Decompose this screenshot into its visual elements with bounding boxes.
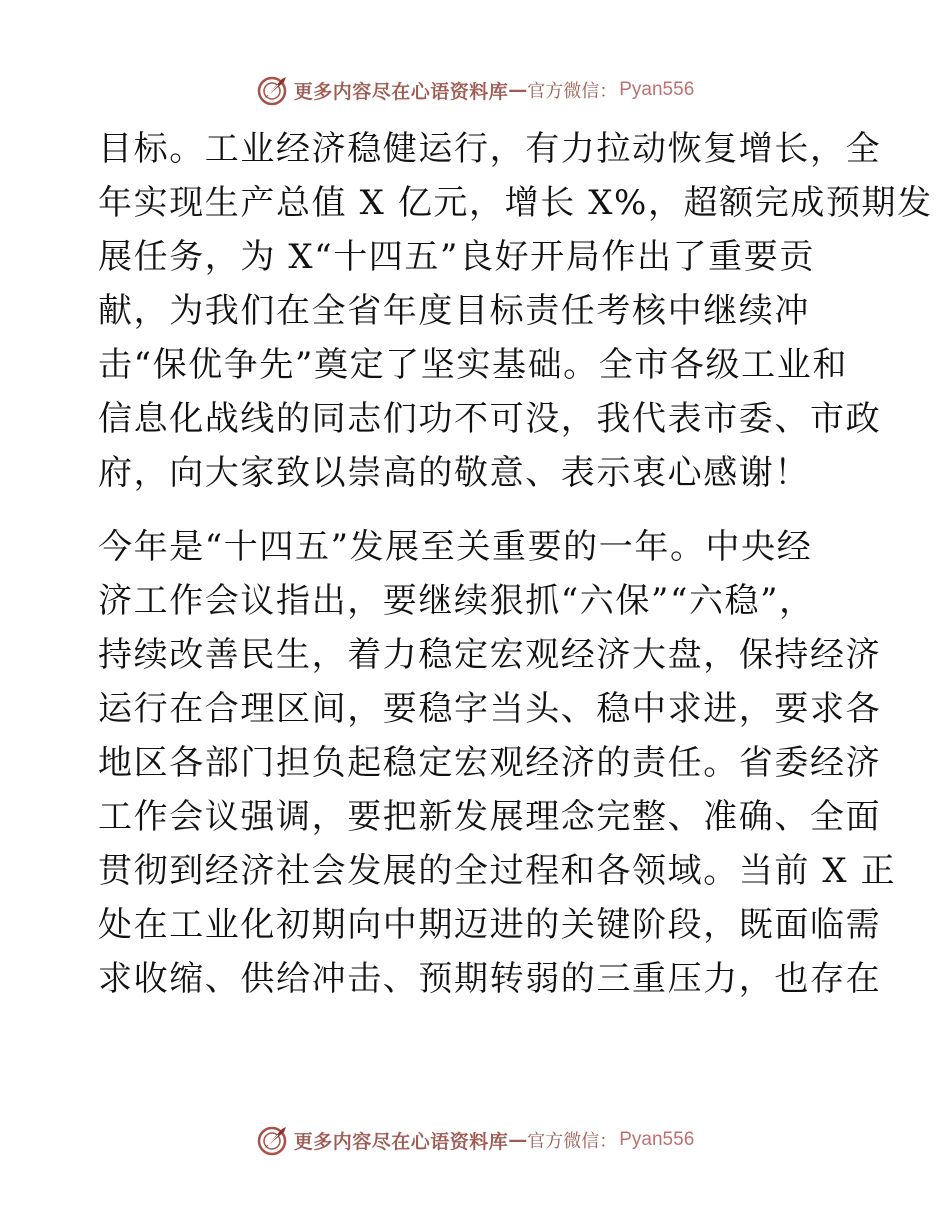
text-line: 年实现生产总值 X 亿元，增长 X%，超额完成预期发	[98, 183, 933, 223]
document-body	[98, 122, 933, 1006]
paragraph-gap	[98, 500, 858, 520]
text-line: 求收缩、供给冲击、预期转弱的三重压力，也存在	[98, 959, 882, 999]
text-line: 展任务，为 X“十四五”良好开局作出了重要贡	[98, 237, 815, 277]
header-wechat-label: 官方微信：	[527, 81, 618, 102]
text-line: 济工作会议指出，要继续狠抓“六保”“六稳”，	[98, 581, 815, 621]
footer-watermark-text: 更多内容尽在心语资料库	[293, 1130, 509, 1153]
paragraph-1	[98, 122, 933, 500]
text-line: 府，向大家致以崇高的敬意、表示衷心感谢！	[98, 453, 810, 493]
text-line: 运行在合理区间，要稳字当头、稳中求进，要求各	[98, 689, 882, 729]
text-line: 目标。工业经济稳健运行，有力拉动恢复增长，全	[98, 129, 882, 169]
header-watermark-text: 更多内容尽在心语资料库	[293, 80, 509, 103]
header-wechat-id: Pyan556	[619, 79, 695, 100]
header-watermark-separator: —	[508, 79, 528, 101]
header-watermark	[0, 70, 950, 110]
text-line: 地区各部门担负起稳定宏观经济的责任。省委经济	[98, 743, 882, 783]
footer-watermark-separator: —	[508, 1129, 528, 1151]
footer-wechat-id: Pyan556	[619, 1129, 695, 1150]
text-line: 持续改善民生，着力稳定宏观经济大盘，保持经济	[98, 635, 882, 675]
footer-wechat-label: 官方微信：	[527, 1131, 618, 1152]
footer-watermark	[0, 1120, 950, 1160]
text-line: 贯彻到经济社会发展的全过程和各领域。当前 X 正	[98, 851, 897, 891]
quill-logo-icon	[256, 73, 290, 107]
quill-logo-icon	[256, 1123, 290, 1157]
text-line: 击“保优争先”奠定了坚实基础。全市各级工业和	[98, 345, 848, 385]
text-line: 信息化战线的同志们功不可没，我代表市委、市政	[98, 399, 882, 439]
text-line: 今年是“十四五”发展至关重要的一年。中央经	[98, 527, 813, 567]
text-line: 献，为我们在全省年度目标责任考核中继续冲	[98, 291, 810, 331]
text-line: 工作会议强调，要把新发展理念完整、准确、全面	[98, 797, 882, 837]
text-line: 处在工业化初期向中期迈进的关键阶段，既面临需	[98, 905, 882, 945]
paragraph-2	[98, 520, 897, 1006]
